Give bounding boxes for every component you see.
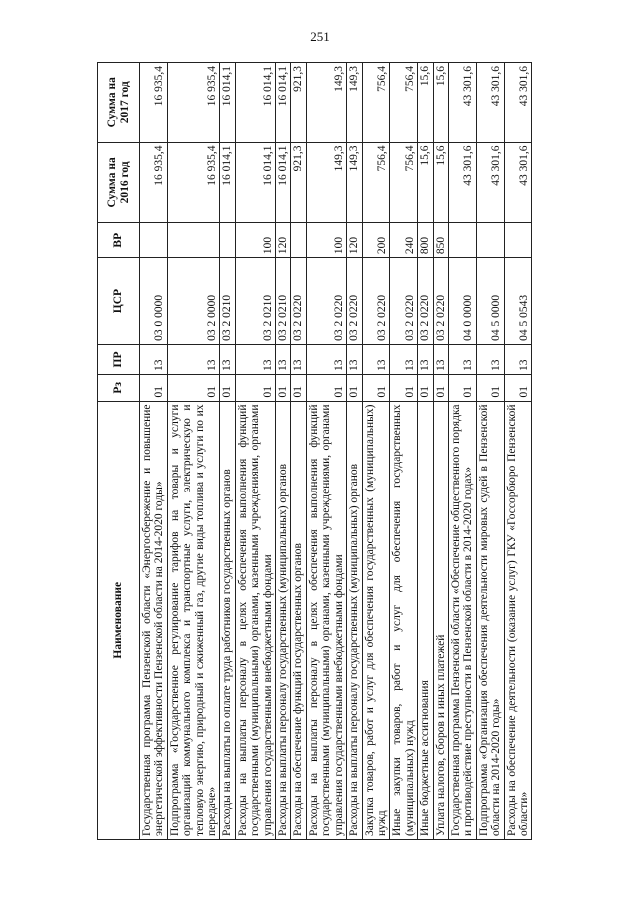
row-vr: 240 [390, 223, 418, 258]
row-vr [291, 223, 306, 258]
row-csr: 04 5 0543 [504, 258, 532, 345]
row-pr: 13 [220, 344, 235, 374]
row-vr: 100 [235, 223, 275, 258]
row-csr: 03 2 0000 [167, 258, 220, 345]
row-vr: 800 [418, 223, 433, 258]
row-sum-2017: 16 014,1 [276, 63, 291, 143]
table-header-row [98, 63, 140, 840]
row-csr: 03 2 0210 [276, 258, 291, 345]
row-pr: 13 [390, 344, 418, 374]
row-sum-2017: 149,3 [306, 63, 346, 143]
row-csr: 03 2 0220 [418, 258, 433, 345]
table-row [476, 63, 504, 840]
row-sum-2017: 43 301,6 [504, 63, 532, 143]
row-sum-2016: 16 935,4 [167, 142, 220, 223]
row-rz: 01 [291, 375, 306, 402]
row-rz: 01 [390, 375, 418, 402]
header-vr: ВР [98, 223, 140, 258]
row-sum-2016: 15,6 [418, 142, 433, 223]
row-name: Иные бюджетные ассигнования [418, 401, 433, 839]
row-sum-2017: 15,6 [418, 63, 433, 143]
row-name: Государственная программа Пензенской области «Энергосбережение и повышение энергетической эффективности Пензенской области на 2014-2020 годы» [140, 401, 168, 839]
table-row [235, 63, 275, 840]
row-sum-2016: 16 014,1 [235, 142, 275, 223]
row-vr: 120 [347, 223, 362, 258]
row-name: Расходы на выплаты персоналу в целях обеспечения выполнения функций государственными (муниципальными) органами, казенными учреждениями, органами управления государственными внебюджетными фондами [306, 401, 346, 839]
row-sum-2016: 43 301,6 [476, 142, 504, 223]
row-pr: 13 [140, 344, 168, 374]
row-rz: 01 [347, 375, 362, 402]
row-rz: 01 [362, 375, 390, 402]
header-name: Наименование [98, 401, 140, 839]
rotated-table-container [97, 62, 550, 840]
row-sum-2016: 16 014,1 [276, 142, 291, 223]
row-sum-2017: 43 301,6 [476, 63, 504, 143]
row-name: Расходы на выплаты по оплате труда работников государственных органов [220, 401, 235, 839]
table-row [140, 63, 168, 840]
row-name: Расходы на обеспечение деятельности (оказание услуг) ГКУ «Госсорбюро Пензенской области» [504, 401, 532, 839]
row-rz: 01 [306, 375, 346, 402]
row-pr: 13 [235, 344, 275, 374]
table-row [276, 63, 291, 840]
row-csr: 03 2 0220 [347, 258, 362, 345]
row-sum-2017: 16 014,1 [235, 63, 275, 143]
row-sum-2016: 16 935,4 [140, 142, 168, 223]
row-csr: 03 2 0220 [306, 258, 346, 345]
row-sum-2017: 16 935,4 [140, 63, 168, 143]
row-sum-2016: 16 014,1 [220, 142, 235, 223]
row-pr: 13 [306, 344, 346, 374]
row-rz: 01 [504, 375, 532, 402]
row-sum-2016: 15,6 [433, 142, 448, 223]
row-vr [167, 223, 220, 258]
row-sum-2017: 43 301,6 [448, 63, 476, 143]
table-row [347, 63, 362, 840]
row-sum-2017: 921,3 [291, 63, 306, 143]
page-number: 251 [310, 29, 330, 44]
row-sum-2016: 756,4 [390, 142, 418, 223]
row-name: Расходы на выплаты персоналу в целях обеспечения выполнения функций государственными (муниципальными) органами, казенными учреждениями, органами управления государственными внебюджетными фондами [235, 401, 275, 839]
row-vr: 100 [306, 223, 346, 258]
row-name: Расходы на выплаты персоналу государственных (муниципальных) органов [347, 401, 362, 839]
row-rz: 01 [167, 375, 220, 402]
row-csr: 03 2 0210 [235, 258, 275, 345]
header-sum-2017: Сумма на 2017 год [98, 63, 140, 143]
table-row [390, 63, 418, 840]
row-rz: 01 [235, 375, 275, 402]
row-sum-2016: 756,4 [362, 142, 390, 223]
row-csr: 04 5 0000 [476, 258, 504, 345]
row-csr: 04 0 0000 [448, 258, 476, 345]
row-sum-2016: 43 301,6 [504, 142, 532, 223]
row-name: Уплата налогов, сборов и иных платежей [433, 401, 448, 839]
row-sum-2016: 149,3 [306, 142, 346, 223]
row-sum-2016: 921,3 [291, 142, 306, 223]
row-pr: 13 [504, 344, 532, 374]
row-name: Расходы на выплаты персоналу государственных (муниципальных) органов [276, 401, 291, 839]
table-row [418, 63, 433, 840]
row-vr [476, 223, 504, 258]
row-rz: 01 [140, 375, 168, 402]
row-sum-2016: 43 301,6 [448, 142, 476, 223]
row-rz: 01 [418, 375, 433, 402]
row-vr [448, 223, 476, 258]
row-rz: 01 [220, 375, 235, 402]
row-vr: 850 [433, 223, 448, 258]
table-body [140, 63, 532, 840]
header-rz: Рз [98, 375, 140, 402]
row-name: Закупка товаров, работ и услуг для обеспечения государственных (муниципальных) нужд [362, 401, 390, 839]
row-sum-2017: 16 014,1 [220, 63, 235, 143]
row-rz: 01 [476, 375, 504, 402]
row-pr: 13 [476, 344, 504, 374]
row-name: Иные закупки товаров, работ и услуг для обеспечения государственных (муниципальных) нужд [390, 401, 418, 839]
row-sum-2017: 756,4 [390, 63, 418, 143]
row-csr: 03 2 0220 [291, 258, 306, 345]
row-sum-2017: 149,3 [347, 63, 362, 143]
row-rz: 01 [448, 375, 476, 402]
row-pr: 13 [291, 344, 306, 374]
row-pr: 13 [433, 344, 448, 374]
table-row [220, 63, 235, 840]
row-pr: 13 [167, 344, 220, 374]
row-name: Расходы на обеспечение функций государственных органов [291, 401, 306, 839]
header-csr: ЦСР [98, 258, 140, 345]
table-row [167, 63, 220, 840]
row-csr: 03 2 0220 [433, 258, 448, 345]
row-vr [220, 223, 235, 258]
row-sum-2017: 16 935,4 [167, 63, 220, 143]
row-vr: 200 [362, 223, 390, 258]
row-csr: 03 2 0220 [390, 258, 418, 345]
row-csr: 03 2 0220 [362, 258, 390, 345]
row-sum-2017: 15,6 [433, 63, 448, 143]
row-pr: 13 [418, 344, 433, 374]
row-pr: 13 [347, 344, 362, 374]
header-pr: ПР [98, 344, 140, 374]
table-row [504, 63, 532, 840]
table-row [448, 63, 476, 840]
row-pr: 13 [276, 344, 291, 374]
table-row [362, 63, 390, 840]
row-vr [140, 223, 168, 258]
row-name: Подпрограмма «Государственное регулирование тарифов на товары и услуги организаций коммунального комплекса и транспортные услуги, электрическую и тепловую энергию, природный и сжиженный газ, другие виды топлива и услуги по их передаче» [167, 401, 220, 839]
table-row [433, 63, 448, 840]
row-rz: 01 [433, 375, 448, 402]
row-csr: 03 2 0210 [220, 258, 235, 345]
row-sum-2017: 756,4 [362, 63, 390, 143]
header-sum-2016: Сумма на 2016 год [98, 142, 140, 223]
table-row [291, 63, 306, 840]
row-vr: 120 [276, 223, 291, 258]
row-sum-2016: 149,3 [347, 142, 362, 223]
budget-table [97, 62, 532, 840]
row-vr [504, 223, 532, 258]
table-row [306, 63, 346, 840]
row-csr: 03 0 0000 [140, 258, 168, 345]
row-pr: 13 [448, 344, 476, 374]
row-name: Подпрограмма «Организация обеспечения деятельности мировых судей в Пензенской области на 2014-2020 годы» [476, 401, 504, 839]
row-pr: 13 [362, 344, 390, 374]
row-rz: 01 [276, 375, 291, 402]
row-name: Государственная программа Пензенской области «Обеспечение общественного порядка и противодействие преступности в Пензенской области в 2014-2020 годах» [448, 401, 476, 839]
